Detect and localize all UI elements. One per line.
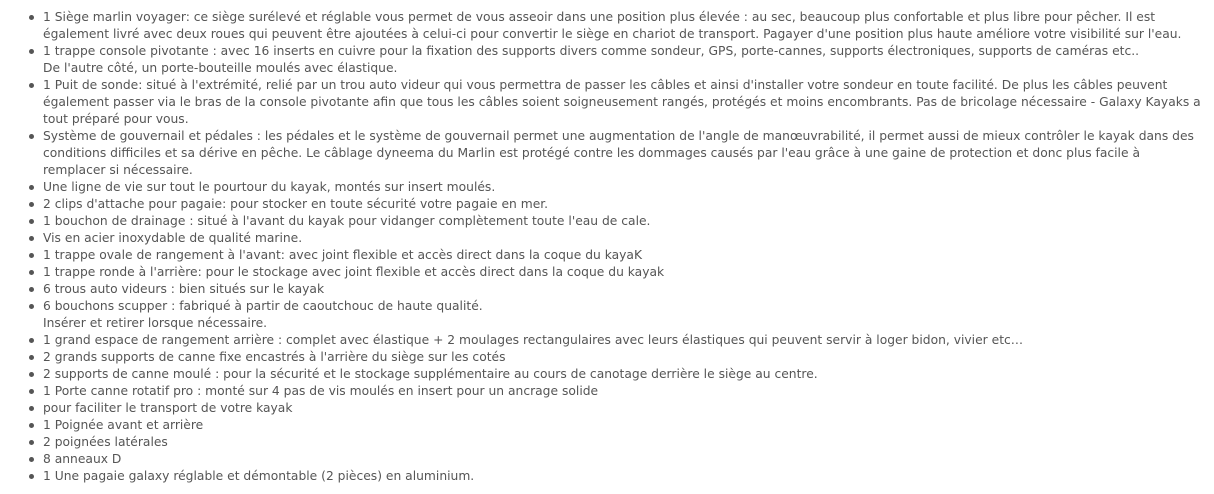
list-item-text: 2 grands supports de canne fixe encastrés à l'arrière du siège sur les cotés <box>43 350 506 364</box>
list-item-text: 1 Siège marlin voyager: ce siège surélevé et réglable vous permet de vous asseoir dans une position plus élevée : au sec, beaucoup plus confortable et plus libre pour pêcher. Il est également livré avec deux roues qui peuvent être ajoutées à celui-ci pour convertir le siège en chariot de transport. Pagayer d'une position plus haute améliore votre visibilité sur l'eau. <box>43 10 1182 41</box>
list-item-text: 1 Une pagaie galaxy réglable et démontable (2 pièces) en aluminium. <box>43 469 475 483</box>
list-item-text: 2 clips d'attache pour pagaie: pour stocker en toute sécurité votre pagaie en mer. <box>43 197 549 211</box>
list-item-text: Système de gouvernail et pédales : les pédales et le système de gouvernail permet une augmentation de l'angle de manœuvrabilité, il permet aussi de mieux contrôler le kayak dans des conditions difficiles et sa dérive en pêche. Le câblage dyneema du Marlin est protégé contre les dommages causés par l'eau grâce à une gaine de protection et donc plus facile à remplacer si nécessaire. <box>43 129 1194 177</box>
list-item-text: 1 bouchon de drainage : situé à l'avant du kayak pour vidanger complètement toute l'eau de cale. <box>43 214 651 228</box>
list-item <box>43 213 1204 230</box>
list-item <box>43 468 1204 485</box>
list-item-text: 8 anneaux D <box>43 452 122 466</box>
list-item <box>43 247 1204 264</box>
list-item-text: 6 bouchons scupper : fabriqué à partir de caoutchouc de haute qualité. <box>43 299 483 313</box>
list-item <box>43 349 1204 366</box>
list-item <box>43 128 1204 179</box>
list-item <box>43 9 1204 43</box>
list-item-subline: De l'autre côté, un porte-bouteille moulés avec élastique. <box>43 61 398 75</box>
list-item <box>43 264 1204 281</box>
list-item <box>43 196 1204 213</box>
list-item <box>43 179 1204 196</box>
list-item <box>43 434 1204 451</box>
list-item-text: Une ligne de vie sur tout le pourtour du kayak, montés sur insert moulés. <box>43 180 496 194</box>
list-item <box>43 77 1204 128</box>
list-item-text: 2 poignées latérales <box>43 435 168 449</box>
list-item <box>43 230 1204 247</box>
list-item <box>43 281 1204 298</box>
list-item-text: 6 trous auto videurs : bien situés sur le kayak <box>43 282 325 296</box>
list-item <box>43 298 1204 332</box>
list-item-text: Vis en acier inoxydable de qualité marine. <box>43 231 303 245</box>
list-item <box>43 332 1204 349</box>
list-item <box>43 383 1204 400</box>
list-item-text: 2 supports de canne moulé : pour la sécurité et le stockage supplémentaire au cours de canotage derrière le siège au centre. <box>43 367 818 381</box>
list-item-text: 1 Porte canne rotatif pro : monté sur 4 pas de vis moulés en insert pour un ancrage solide <box>43 384 599 398</box>
list-item-text: 1 trappe ovale de rangement à l'avant: avec joint flexible et accès direct dans la coque du kayaK <box>43 248 643 262</box>
list-item <box>43 400 1204 417</box>
list-item <box>43 417 1204 434</box>
list-item-text: 1 trappe console pivotante : avec 16 inserts en cuivre pour la fixation des supports divers comme sondeur, GPS, porte-cannes, supports électroniques, supports de caméras etc.. <box>43 44 1140 58</box>
list-item <box>43 451 1204 468</box>
list-item-text: 1 trappe ronde à l'arrière: pour le stockage avec joint flexible et accès direct dans la coque du kayak <box>43 265 665 279</box>
list-item-text: 1 Poignée avant et arrière <box>43 418 204 432</box>
list-item <box>43 366 1204 383</box>
list-item <box>43 43 1204 77</box>
list-item-subline: Insérer et retirer lorsque nécessaire. <box>43 316 268 330</box>
list-item-text: pour faciliter le transport de votre kayak <box>43 401 293 415</box>
list-item-text: 1 Puit de sonde: situé à l'extrémité, relié par un trou auto videur qui vous permettra de passer les câbles et ainsi d'installer votre sondeur en toute facilité. De plus les câbles peuvent également passer via le bras de la console pivotante afin que tous les câbles soient soigneusement rangés, protégés et moins encombrants. Pas de bricolage nécessaire - Galaxy Kayaks a tout préparé pour vous. <box>43 78 1201 126</box>
list-item-text: 1 grand espace de rangement arrière : complet avec élastique + 2 moulages rectangulaires avec leurs élastiques qui peuvent servir à loger bidon, vivier etc… <box>43 333 1024 347</box>
